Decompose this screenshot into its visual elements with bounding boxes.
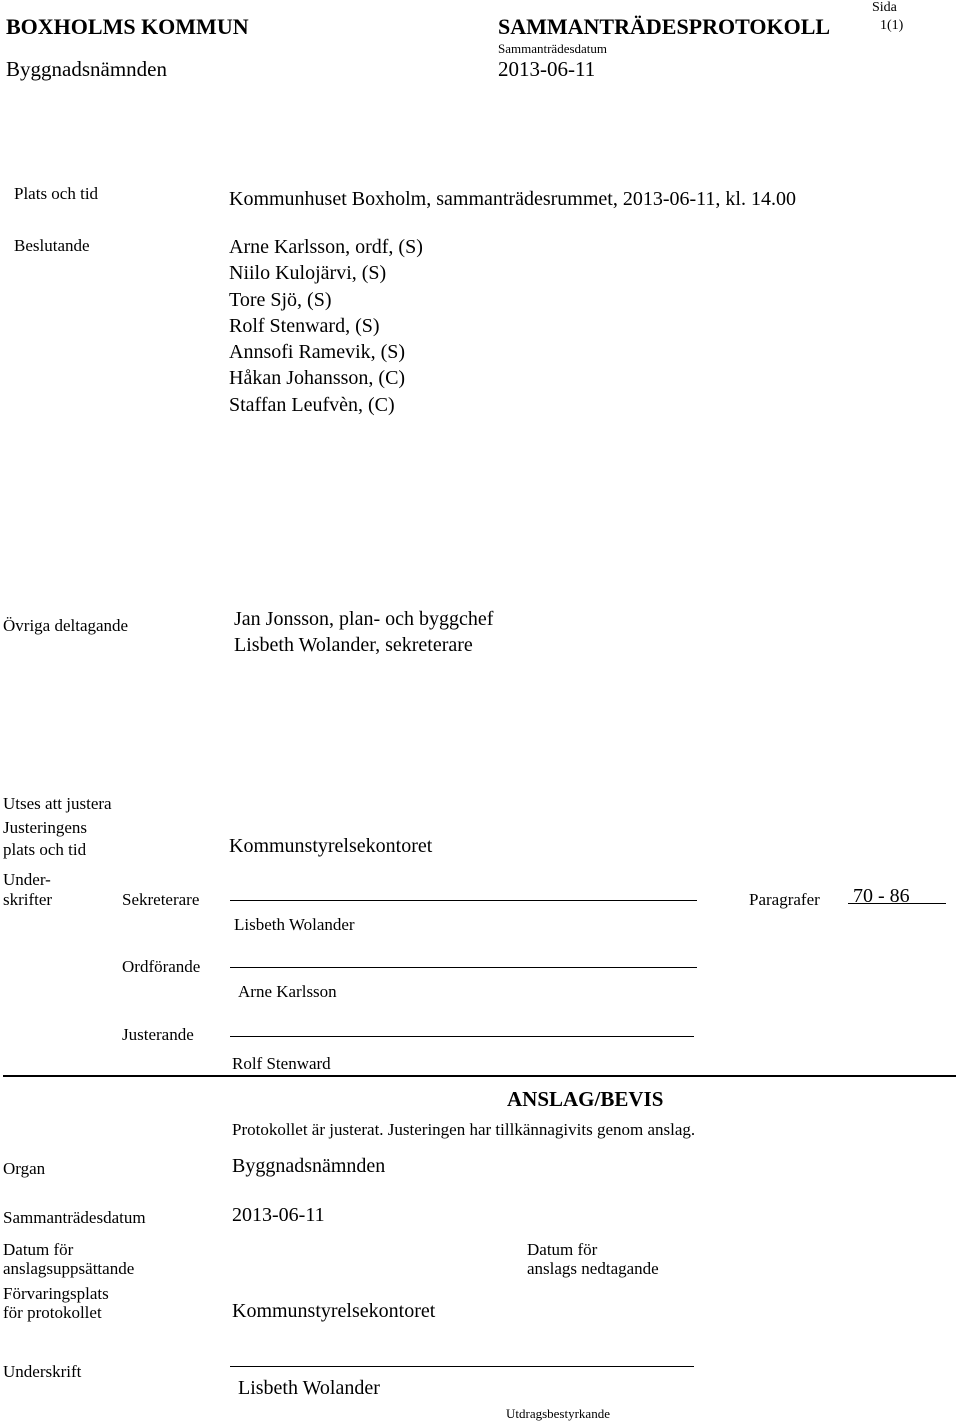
document-type: SAMMANTRÄDESPROTOKOLL xyxy=(498,14,831,39)
signature-line xyxy=(230,1366,694,1367)
place-time-label: Plats och tid xyxy=(14,184,99,203)
adjuster-name: Rolf Stenward xyxy=(232,1054,331,1073)
secretary-signature-line xyxy=(230,900,697,901)
other-participant: Jan Jonsson, plan- och byggchef xyxy=(234,608,494,630)
header-date-label: Sammanträdesdatum xyxy=(498,41,608,56)
paragraphs-value: 70 - 86 xyxy=(853,885,910,907)
decider-name: Rolf Stenward, (S) xyxy=(229,314,380,337)
posting-date-label-cont: anslagsuppsättande xyxy=(3,1259,135,1278)
posting-date-label: Datum för xyxy=(3,1240,74,1259)
decider-name: Tore Sjö, (S) xyxy=(229,288,332,311)
adjuster-label: Justerande xyxy=(122,1025,194,1044)
meeting-date-value: 2013-06-11 xyxy=(232,1204,325,1226)
removal-date-label: Datum för xyxy=(527,1240,598,1259)
chair-label: Ordförande xyxy=(122,957,201,976)
signature-name: Lisbeth Wolander xyxy=(238,1377,380,1399)
chair-signature-line xyxy=(230,967,697,968)
secretary-label: Sekreterare xyxy=(122,890,200,909)
signatures-label: Under- xyxy=(3,870,51,889)
committee-name: Byggnadsnämnden xyxy=(6,57,167,81)
others-label: Övriga deltagande xyxy=(3,616,129,635)
removal-date-label-cont: anslags nedtagande xyxy=(527,1259,659,1278)
section-divider xyxy=(3,1075,956,1077)
paragraphs-label: Paragrafer xyxy=(749,890,820,909)
storage-label: Förvaringsplats xyxy=(3,1284,109,1303)
decider-name: Annsofi Ramevik, (S) xyxy=(229,341,406,364)
adjuster-appointed-label: Utses att justera xyxy=(3,794,112,813)
page-label: Sida xyxy=(872,0,897,15)
signatures-label-cont: skrifter xyxy=(3,890,53,909)
decider-name: Arne Karlsson, ordf, (S) xyxy=(229,236,423,258)
meeting-date-label: Sammanträdesdatum xyxy=(3,1208,146,1227)
organ-value: Byggnadsnämnden xyxy=(232,1155,386,1177)
storage-label-cont: för protokollet xyxy=(3,1303,102,1322)
secretary-name: Lisbeth Wolander xyxy=(234,915,355,934)
municipality-name: BOXHOLMS KOMMUN xyxy=(6,14,249,39)
others-list xyxy=(234,606,493,658)
certifier-label: Utdragsbestyrkande xyxy=(506,1406,610,1421)
deciders-label: Beslutande xyxy=(14,236,90,255)
notice-title: ANSLAG/BEVIS xyxy=(507,1087,664,1111)
adjustment-place-label: plats och tid xyxy=(3,840,87,859)
storage-value: Kommunstyrelsekontoret xyxy=(232,1300,436,1322)
deciders-list xyxy=(229,234,423,418)
decider-name: Staffan Leufvèn, (C) xyxy=(229,393,395,416)
page-number: 1(1) xyxy=(880,18,904,33)
signature-label: Underskrift xyxy=(3,1362,82,1381)
adjustment-label: Justeringens xyxy=(3,818,88,837)
adjuster-signature-line xyxy=(230,1036,694,1037)
decider-name: Håkan Johansson, (C) xyxy=(229,367,406,390)
header-date: 2013-06-11 xyxy=(498,57,596,81)
place-time-value: Kommunhuset Boxholm, sammanträdesrummet, 2013-06-11, kl. 14.00 xyxy=(229,188,796,210)
notice-statement: Protokollet är justerat. Justeringen har tillkännagivits genom anslag. xyxy=(232,1120,696,1139)
paragraphs-underline xyxy=(848,903,946,904)
adjustment-place-value: Kommunstyrelsekontoret xyxy=(229,835,433,857)
decider-name: Niilo Kulojärvi, (S) xyxy=(229,262,387,285)
chair-name: Arne Karlsson xyxy=(238,982,337,1001)
organ-label: Organ xyxy=(3,1159,46,1178)
other-participant: Lisbeth Wolander, sekreterare xyxy=(234,634,473,656)
